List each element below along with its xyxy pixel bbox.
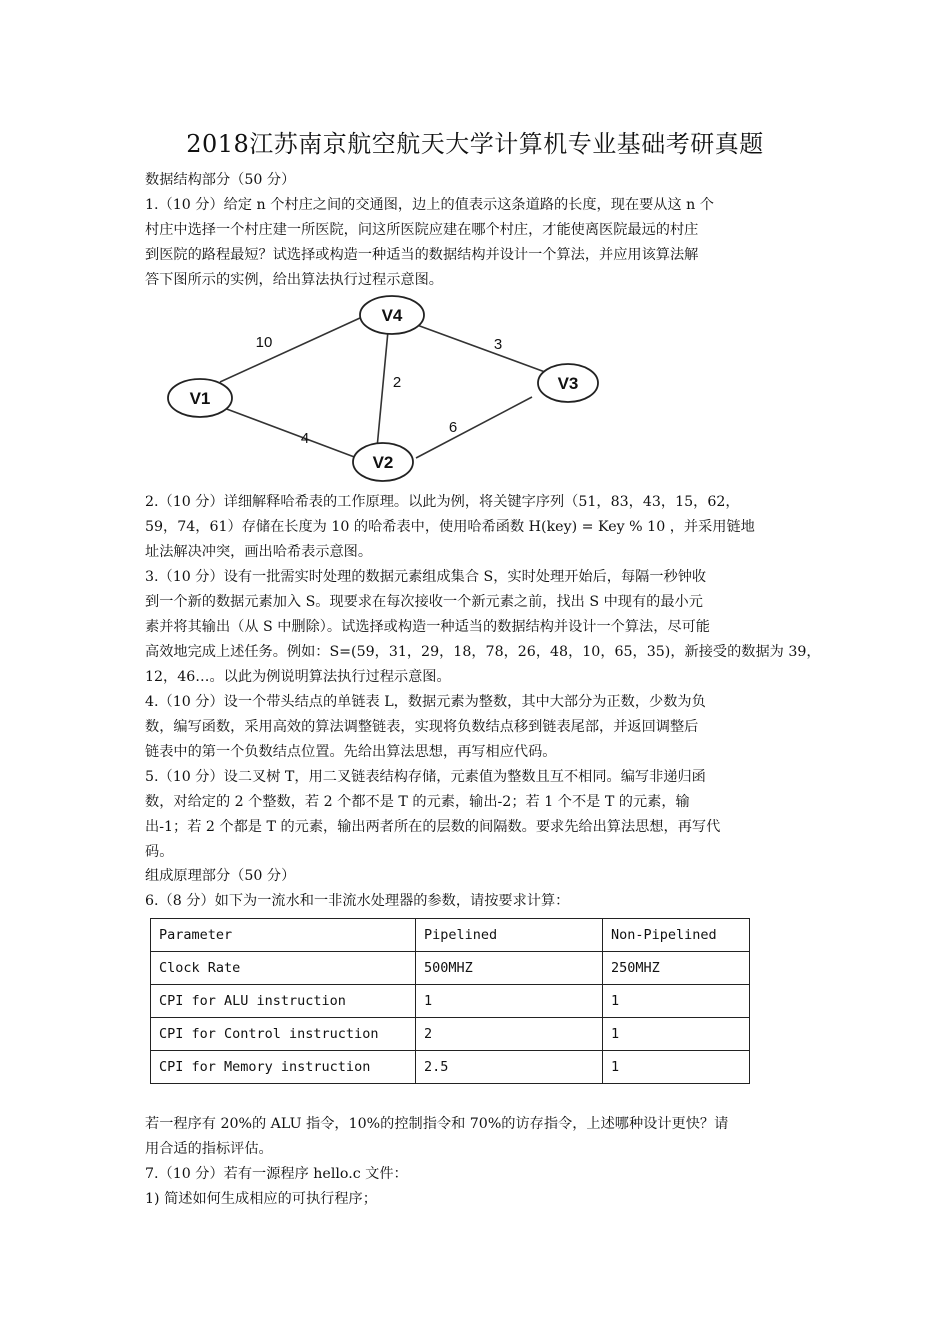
edge-v1-v2 — [224, 408, 357, 458]
q5-line: 5.（10 分）设二叉树 T，用二叉链表结构存储，元素值为整数且互不相同。编写非递归函 — [145, 769, 706, 785]
processor-params-table — [150, 918, 750, 1084]
table-row — [151, 1018, 750, 1051]
table-header-cell: Pipelined — [416, 919, 603, 952]
q7-line: 7.（10 分）若有一源程序 hello.c 文件： — [145, 1166, 408, 1182]
q6-intro: 6.（8 分）如下为一流水和一非流水处理器的参数，请按要求计算： — [145, 893, 570, 909]
table-cell: 1 — [416, 985, 603, 1018]
table-header-cell: Parameter — [151, 919, 416, 952]
table-cell: 2 — [416, 1018, 603, 1051]
village-graph-diagram — [160, 294, 610, 490]
table-cell: CPI for Control instruction — [151, 1018, 416, 1051]
table-header-cell: Non-Pipelined — [603, 919, 750, 952]
edge-v1-v4 — [220, 318, 360, 382]
table-row — [151, 952, 750, 985]
q3-line: 12，46…。以此为例说明算法执行过程示意图。 — [145, 669, 451, 685]
q3-line: 高效地完成上述任务。例如：S=(59，31，29，18，78，26，48，10，65，35)，新接受的数据为 39， — [145, 644, 821, 660]
edge-weight-v4-v2: 2 — [392, 374, 402, 391]
q5-line: 出-1；若 2 个都是 T 的元素，输出两者所在的层数的间隔数。要求先给出算法思想，再写代 — [145, 819, 721, 835]
q1-line: 1.（10 分）给定 n 个村庄之间的交通图，边上的值表示这条道路的长度，现在要从这 n 个 — [145, 197, 714, 213]
table-cell: 1 — [603, 1051, 750, 1084]
table-header-row — [151, 919, 750, 952]
edge-weight-v4-v3: 3 — [493, 336, 503, 353]
node-label-v4: V4 — [381, 306, 403, 325]
q6-after-line: 若一程序有 20%的 ALU 指令，10%的控制指令和 70%的访存指令，上述哪种设计更快？请 — [145, 1116, 729, 1132]
edge-v4-v2 — [377, 331, 388, 448]
q1-line: 村庄中选择一个村庄建一所医院，问这所医院应建在哪个村庄，才能使离医院最远的村庄 — [145, 222, 699, 238]
table-row — [151, 985, 750, 1018]
q2-line: 址法解决冲突，画出哈希表示意图。 — [145, 544, 373, 560]
table-cell: 2.5 — [416, 1051, 603, 1084]
q1-line: 到医院的路程最短？试选择或构造一种适当的数据结构并设计一个算法，并应用该算法解 — [145, 247, 699, 263]
q5-line: 码。 — [145, 844, 174, 860]
page-title: 2018江苏南京航空航天大学计算机专业基础考研真题 — [186, 130, 764, 158]
node-label-v1: V1 — [189, 389, 211, 408]
q2-line: 2.（10 分）详细解释哈希表的工作原理。以此为例，将关键字序列（51，83，43，15，62， — [145, 494, 740, 510]
section-header-computer-organization: 组成原理部分（50 分） — [145, 868, 296, 884]
q2-line: 59，74，61）存储在长度为 10 的哈希表中，使用哈希函数 H(key) = Key % 10 ，并采用链地 — [145, 519, 755, 535]
edge-weight-v2-v3: 6 — [448, 419, 458, 436]
q4-line: 链表中的第一个负数结点位置。先给出算法思想，再写相应代码。 — [145, 744, 557, 760]
q3-line: 3.（10 分）设有一批需实时处理的数据元素组成集合 S，实时处理开始后，每隔一秒钟收 — [145, 569, 707, 585]
q3-line: 素并将其输出（从 S 中删除）。试选择或构造一种适当的数据结构并设计一个算法，尽可能 — [145, 619, 710, 635]
table-cell: CPI for ALU instruction — [151, 985, 416, 1018]
edge-v2-v3 — [416, 397, 532, 458]
q7-line: 1) 简述如何生成相应的可执行程序； — [145, 1191, 377, 1207]
node-label-v2: V2 — [372, 453, 394, 472]
q4-line: 数，编写函数，采用高效的算法调整链表，实现将负数结点移到链表尾部，并返回调整后 — [145, 719, 699, 735]
q4-line: 4.（10 分）设一个带头结点的单链表 L，数据元素为整数，其中大部分为正数，少数为负 — [145, 694, 706, 710]
section-header-data-structures: 数据结构部分（50 分） — [145, 172, 296, 188]
q6-after-line: 用合适的指标评估。 — [145, 1141, 273, 1157]
table-cell: 500MHZ — [416, 952, 603, 985]
table-cell: 250MHZ — [603, 952, 750, 985]
edge-weight-v1-v4: 10 — [255, 334, 273, 351]
q5-line: 数，对给定的 2 个整数，若 2 个都不是 T 的元素，输出-2；若 1 个不是 T 的元素，输 — [145, 794, 690, 810]
table-row — [151, 1051, 750, 1084]
q3-line: 到一个新的数据元素加入 S。现要求在每次接收一个新元素之前，找出 S 中现有的最小元 — [145, 594, 703, 610]
node-label-v3: V3 — [557, 374, 579, 393]
graph-svg — [160, 294, 610, 490]
edge-v4-v3 — [417, 325, 545, 372]
edge-weight-v1-v2: 4 — [300, 430, 310, 447]
table-cell: 1 — [603, 1018, 750, 1051]
table-cell: Clock Rate — [151, 952, 416, 985]
table-cell: 1 — [603, 985, 750, 1018]
q1-line: 答下图所示的实例，给出算法执行过程示意图。 — [145, 272, 443, 288]
table-cell: CPI for Memory instruction — [151, 1051, 416, 1084]
